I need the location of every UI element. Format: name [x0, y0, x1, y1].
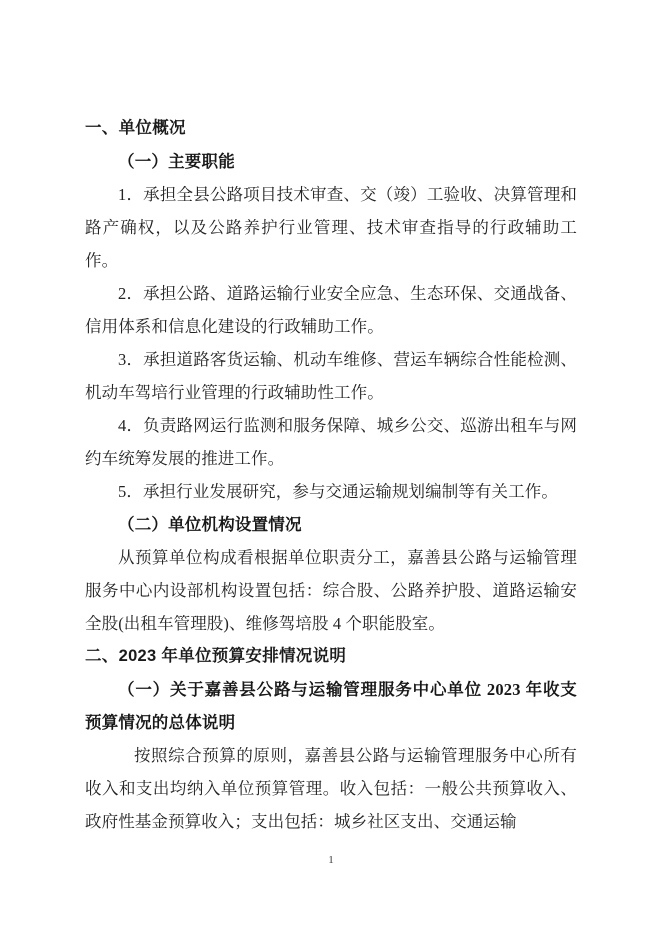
paragraph-duty-5: 5．承担行业发展研究，参与交通运输规划编制等有关工作。: [118, 482, 558, 501]
heading-budget-overall: （一）关于嘉善县公路与运输管理服务中心单位 2023 年收支预算情况的总体说明: [85, 680, 577, 732]
paragraph-duty-2: 2．承担公路、道路运输行业安全应急、生态环保、交通战备、信用体系和信息化建设的行政辅助工作。: [85, 284, 577, 336]
paragraph-duty-1: 1．承担全县公路项目技术审查、交（竣）工验收、决算管理和路产确权，以及公路养护行业管理、技术审查指导的行政辅助工作。: [85, 185, 577, 270]
paragraph-org-structure: 从预算单位构成看根据单位职责分工，嘉善县公路与运输管理服务中心内设部机构设置包括：综合股、公路养护股、道路运输安全股(出租车管理股)、维修驾培股 4 个职能股室。: [85, 548, 577, 633]
document-body: [85, 112, 577, 838]
page-number: 1: [328, 854, 334, 866]
paragraph-duty-4: 4．负责路网运行监测和服务保障、城乡公交、巡游出租车与网约车统筹发展的推进工作。: [85, 416, 577, 468]
heading-budget-2023: 二、2023 年单位预算安排情况说明: [85, 647, 347, 665]
heading-org-structure: （二）单位机构设置情况: [118, 515, 302, 534]
paragraph-budget-overall: 按照综合预算的原则，嘉善县公路与运输管理服务中心所有收入和支出均纳入单位预算管理。收入包括：一般公共预算收入、政府性基金预算收入；支出包括：城乡社区支出、交通运输: [85, 746, 577, 831]
heading-unit-overview: 一、单位概况: [85, 119, 186, 137]
paragraph-duty-3: 3．承担道路客货运输、机动车维修、营运车辆综合性能检测、机动车驾培行业管理的行政辅助性工作。: [85, 350, 577, 402]
heading-main-duties: （一）主要职能: [118, 152, 235, 171]
